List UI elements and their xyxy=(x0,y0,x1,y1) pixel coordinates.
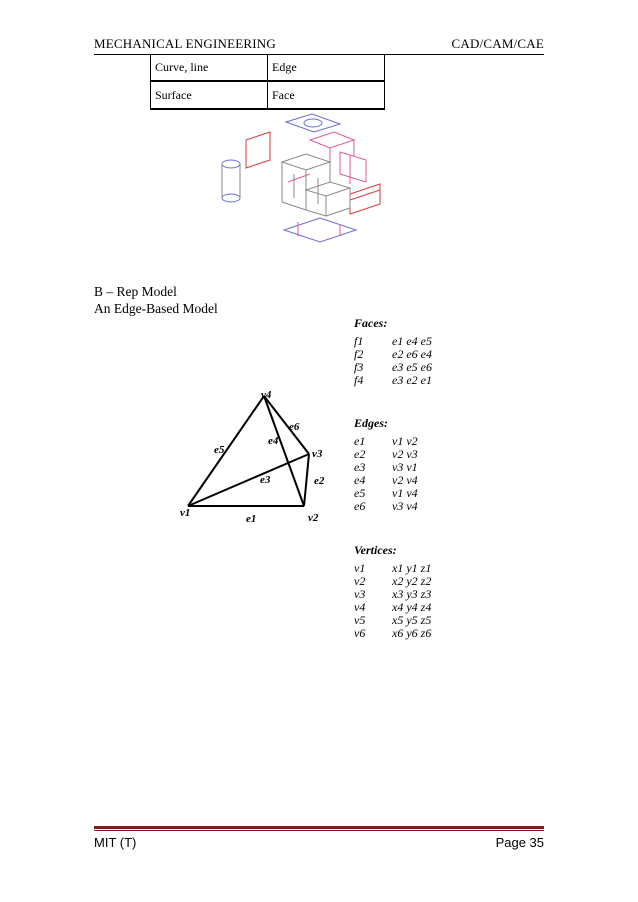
face-outline xyxy=(246,132,270,168)
vertex-coords: x5 y5 z5 xyxy=(392,613,432,627)
table-row xyxy=(151,54,385,81)
header-right: CAD/CAM/CAE xyxy=(451,36,544,51)
list-item xyxy=(354,347,432,360)
list-item xyxy=(354,574,431,587)
list-item xyxy=(354,561,431,574)
geometry-topology-table xyxy=(150,54,385,110)
edge-e2 xyxy=(304,454,309,506)
edge-label: e5 xyxy=(214,444,225,456)
face-edges: e1 e4 e5 xyxy=(392,334,432,348)
list-item xyxy=(354,460,418,473)
page-number: Page 35 xyxy=(495,835,544,850)
edge-verts: v3 v1 xyxy=(392,460,418,474)
list-item xyxy=(354,626,431,639)
edge-verts: v1 v2 xyxy=(392,434,418,448)
vertices-list xyxy=(354,543,431,639)
edge-line xyxy=(288,174,310,182)
vertex-label: v1 xyxy=(180,507,191,519)
footer-rule xyxy=(94,826,544,829)
edge-name: e2 xyxy=(354,447,366,461)
edge-label: e6 xyxy=(289,421,300,433)
vertex-coords: x3 y3 z3 xyxy=(392,587,432,601)
edges-title: Edges: xyxy=(354,416,388,430)
table-row xyxy=(151,81,385,109)
hole-outline xyxy=(304,119,322,127)
vertex-coords: x1 y1 z1 xyxy=(392,561,432,575)
face-outline xyxy=(310,132,354,148)
solid-top xyxy=(282,154,330,170)
table-cell: Surface xyxy=(151,81,268,109)
edges-list xyxy=(354,416,418,512)
header-left: MECHANICAL ENGINEERING xyxy=(94,36,276,51)
footer-left: MIT (T) xyxy=(94,835,137,850)
vertex-name: v6 xyxy=(354,626,366,640)
face-outline xyxy=(286,114,340,132)
vertex-label: v2 xyxy=(308,512,319,524)
vertex-name: v5 xyxy=(354,613,366,627)
edge-line xyxy=(222,164,240,198)
list-item xyxy=(354,373,432,386)
footer-rule xyxy=(94,830,544,831)
edge-name: e4 xyxy=(354,473,366,487)
edge-name: e5 xyxy=(354,486,366,500)
cylinder-bottom xyxy=(222,194,240,202)
list-item xyxy=(354,447,418,460)
edge-name: e1 xyxy=(354,434,366,448)
faces-title: Faces: xyxy=(354,316,388,330)
edge-label: e1 xyxy=(246,513,257,525)
face-name: f1 xyxy=(354,334,364,348)
face-edges: e3 e2 e1 xyxy=(392,373,432,387)
solid-step xyxy=(306,182,350,196)
edge-name: e3 xyxy=(354,460,366,474)
edge-label: e2 xyxy=(314,475,325,487)
list-item xyxy=(354,587,431,600)
edge-verts: v2 v3 xyxy=(392,447,418,461)
edge-name: e6 xyxy=(354,499,366,513)
table-cell: Edge xyxy=(268,54,385,81)
list-item xyxy=(354,434,418,447)
edge-label: e3 xyxy=(260,474,271,486)
edge-verts: v3 v4 xyxy=(392,499,418,513)
face-name: f2 xyxy=(354,347,364,361)
vertex-coords: x2 y2 z2 xyxy=(392,574,432,588)
face-edges: e2 e6 e4 xyxy=(392,347,432,361)
table-cell: Face xyxy=(268,81,385,109)
list-item xyxy=(354,473,418,486)
vertex-name: v1 xyxy=(354,561,366,575)
edge-line xyxy=(350,190,380,200)
vertex-label: v4 xyxy=(261,390,272,401)
vertex-name: v3 xyxy=(354,587,366,601)
vertex-label: v3 xyxy=(312,448,323,460)
faces-list xyxy=(354,316,432,386)
edge-verts: v1 v4 xyxy=(392,486,418,500)
list-item xyxy=(354,486,418,499)
list-item xyxy=(354,613,431,626)
vertex-coords: x4 y4 z4 xyxy=(392,600,432,614)
table-cell: Curve, line xyxy=(151,54,268,81)
face-outline xyxy=(340,152,366,182)
exploded-solid-figure xyxy=(200,112,400,257)
section-subtitle: An Edge-Based Model xyxy=(94,301,218,316)
vertex-name: v2 xyxy=(354,574,366,588)
solid-edges xyxy=(282,162,330,210)
cylinder-top xyxy=(222,160,240,168)
face-outline xyxy=(284,218,356,242)
face-name: f3 xyxy=(354,360,364,374)
face-edges: e3 e5 e6 xyxy=(392,360,432,374)
face-name: f4 xyxy=(354,373,364,387)
vertex-name: v4 xyxy=(354,600,366,614)
list-item xyxy=(354,600,431,613)
brep-tetrahedron-diagram xyxy=(176,390,346,530)
edge-e4 xyxy=(264,396,304,506)
list-item xyxy=(354,360,432,373)
edge-label: e4 xyxy=(268,435,279,447)
section-title: B – Rep Model xyxy=(94,284,177,299)
list-item xyxy=(354,499,418,512)
edge-line xyxy=(298,222,340,236)
vertices-title: Vertices: xyxy=(354,543,397,557)
edge-verts: v2 v4 xyxy=(392,473,418,487)
vertex-coords: x6 y6 z6 xyxy=(392,626,432,640)
list-item xyxy=(354,334,432,347)
